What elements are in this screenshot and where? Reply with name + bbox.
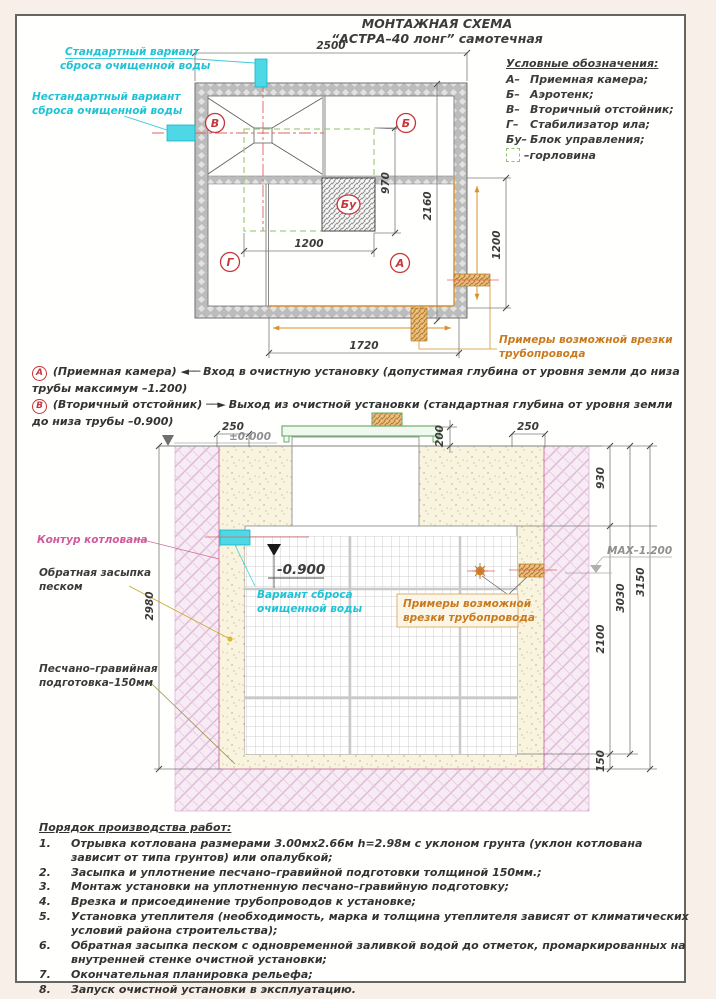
dim-gap-right: 250 (517, 421, 539, 433)
work-order (39, 821, 691, 997)
gorlovina-swatch-icon (506, 148, 520, 162)
inlet-outlet-notes (32, 364, 680, 430)
dim-3030: 3030 (615, 583, 627, 613)
work-order-item: 5. Установка утеплителя (необходимость, марка и толщина утеплителя зависят от климатических условий района строительства); (39, 909, 689, 938)
discharge-variant-label-1: Вариант сброса (257, 589, 353, 601)
work-order-item: 8. Запуск очистной установки в эксплуатацию. (39, 982, 356, 996)
legend-item: В– Вторичный отстойник; (506, 103, 674, 116)
level-max-text: MAX–1.200 (607, 545, 673, 557)
dim-prep: 150 (595, 750, 607, 772)
work-order-header: Порядок производства работ: (39, 821, 232, 834)
plan-pipe-examples-label-2: трубопровода (499, 348, 586, 360)
nonstandard-discharge-label-1: Нестандартный вариант (32, 91, 181, 103)
legend-item: Б– Аэротенк; (506, 88, 594, 101)
badge-g: Г (226, 256, 234, 269)
work-order-item: 3. Монтаж установки на уплотненную песчано–гравийную подготовку; (39, 880, 510, 894)
dim-bottom: 1720 (349, 340, 379, 352)
prep-label-1: Песчано–гравийная (39, 663, 158, 675)
dim-right-side: 1200 (491, 230, 503, 260)
backfill-label-1: Обратная засыпка (39, 567, 152, 579)
standard-discharge-label-1: Стандартный вариант (65, 46, 200, 58)
level-minus-text: -0.900 (277, 562, 326, 578)
work-order-item: 2. Засыпка и уплотнение песчано–гравийной подготовки толщиной 150мм.; (39, 865, 542, 879)
dim-width: 2500 (316, 40, 346, 52)
legend (506, 56, 674, 163)
dim-3150: 3150 (635, 567, 647, 597)
zero-level-marker (162, 431, 277, 446)
drawing-sheet (15, 14, 689, 996)
backfill-label-2: песком (39, 581, 83, 593)
dim-neck: 930 (595, 467, 607, 489)
dim-body: 2100 (595, 624, 607, 654)
badge-b: Б (401, 117, 411, 130)
legend-item-gorlovina: –горловина (506, 147, 674, 163)
note-b-badge: В (32, 399, 47, 414)
prep-label-2: подготовка–150мм (39, 677, 154, 689)
standard-discharge-label-2: сброса очищенной воды (60, 60, 211, 72)
dim-neck-width: 1200 (294, 238, 324, 250)
drawing-title (267, 17, 607, 46)
pit-contour-label: Контур котлована (37, 534, 148, 546)
left-arrow-icon: ◄── (180, 365, 200, 378)
legend-item: А– Приемная камера; (506, 73, 649, 86)
section-pipe-examples-label-1: Примеры возможной (403, 598, 532, 610)
dim-gap-left: 250 (222, 421, 244, 433)
dim-left-depth: 2980 (144, 591, 156, 621)
nonstandard-discharge-label-2: сброса очищенной воды (32, 105, 183, 117)
legend-item: Г– Стабилизатор ила; (506, 118, 651, 131)
right-arrow-icon: ──► (206, 398, 225, 411)
legend-item: Бу– Блок управления; (506, 133, 645, 146)
title-line1: МОНТАЖНАЯ СХЕМА (361, 16, 513, 31)
clarifier-funnel (208, 98, 322, 174)
dim-lid: 200 (434, 425, 446, 447)
work-order-item: 4. Врезка и присоединение трубопроводов к установке; (39, 894, 417, 908)
badge-a: А (395, 257, 405, 270)
note-a: А (Приемная камера) ◄── Вход в очистную установку (допустимая глубина от уровня земли до низа трубы максимум –1.200) (32, 365, 680, 395)
work-order-item: 6. Обратная засыпка песком с одновременной заливкой водой до отметок, промаркированных на внутренней стенке очистной установки; (39, 938, 686, 967)
badge-bu: Бу (340, 198, 357, 211)
dim-neck-height: 970 (380, 172, 392, 194)
title-line2: “АСТРА–40 лонг” самотечная (331, 30, 543, 46)
dim-inner-height: 2160 (422, 191, 434, 221)
level-zero-text: ±0.000 (229, 431, 272, 443)
section-view (37, 413, 672, 811)
work-order-item: 1. Отрывка котлована размерами 3.00мх2.66м h=2.98м с уклоном грунта (уклон котлована зависит от типа грунтов) или опалубкой; (39, 836, 643, 865)
badge-v: В (210, 117, 220, 130)
note-b: В (Вторичный отстойник) ──► Выход из очистной установки (стандартная глубина от уровня земли до низа трубы –0.900) (32, 398, 673, 428)
discharge-variant-label-2: очищенной воды (257, 603, 363, 615)
work-order-item: 7. Окончательная планировка рельефа; (39, 967, 313, 981)
legend-header: Условные обозначения: (506, 57, 659, 70)
plan-pipe-examples-label-1: Примеры возможной врезки (499, 334, 673, 346)
note-a-badge: А (32, 366, 47, 381)
section-pipe-examples-label-2: врезки трубопровода (403, 612, 535, 624)
